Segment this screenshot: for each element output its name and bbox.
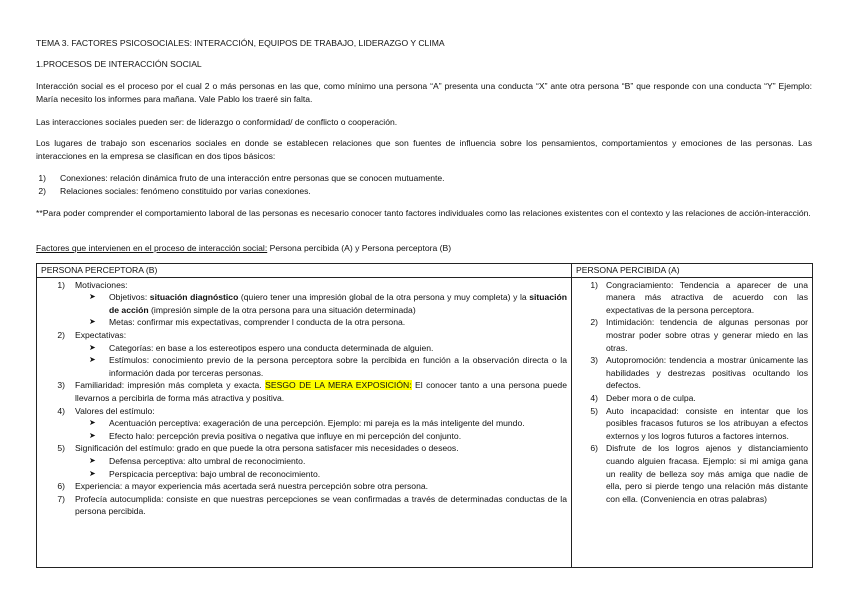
item-number: 4) [57,405,65,416]
sub-item-text: Estímulos: conocimiento previo de la persona perceptora sobre la percibida en función a la observación directa o la información dada por terceras personas. [109,355,567,378]
list-item [36,172,812,185]
item-number: 1) [590,279,598,290]
list-item [41,442,567,455]
arrow-bullet-icon: ➤ [89,355,96,365]
item-number: 3) [57,380,65,391]
item-text: Valores del estímulo: [75,405,155,416]
bold-term: situación de acción [109,292,567,315]
item-text: Auto incapacidad: consiste en intentar que los posibles fracasos futuros se los atribuyan a efectos externos y los logros futuros a factores internos. [606,405,808,441]
list-item [41,379,567,404]
table-header-row [37,264,813,278]
paragraph-definition: Interacción social es el proceso por el cual 2 o más personas en las que, como mínimo una persona “A” presenta una conducta “X” ante otra persona “B” que responde con una conducta “Y” Ejemplo: María necesito los informes para mañana. Vale Pablo los traeré sin falta. [36,81,812,104]
list-item [576,392,808,405]
list-item [41,493,567,518]
item-text: Profecía autocumplida: consiste en que nuestras percepciones se vean confirmadas a través de determinadas conductas de la persona percibida. [75,493,567,517]
sub-item [41,316,567,329]
item-text: Autopromoción: tendencia a mostrar únicamente las habilidades y destrezas positivas ocultando los defectos. [606,355,808,391]
section-heading: 1.PROCESOS DE INTERACCIÓN SOCIAL [36,59,202,69]
header-persona-perceptora: PERSONA PERCEPTORA (B) [37,264,572,278]
item-text: Expectativas: [75,329,127,340]
sub-item [41,455,567,468]
text-run: (quiero tener una impresión global de la otra persona y muy completa) y la [238,292,530,303]
item-number: 3) [590,355,598,366]
sub-item [41,430,567,443]
item-number: 7) [57,493,65,504]
item-text: Significación del estímulo: grado en que puede la otra persona satisfacer mis necesidades o deseos. [75,443,459,454]
list-item [36,185,812,198]
text-run: Objetivos: [109,292,150,303]
list-number: 1) [38,173,46,183]
sub-item-text: Categorías: en base a los estereotipos espero una conducta determinada de alguien. [109,342,434,353]
arrow-bullet-icon: ➤ [89,430,96,440]
list-item [576,354,808,392]
bold-term: situación diagnóstico [149,292,239,303]
list-item [41,329,567,342]
item-text: Intimidación: tendencia de algunas personas por mostrar poder sobre otras y generar miedo en las otras. [606,317,808,353]
item-number: 6) [590,443,598,454]
item-number: 1) [57,279,65,290]
list-item [41,405,567,418]
text-run: (impresión simple de la otra persona para una situación determinada) [148,304,416,315]
item-number: 2) [590,317,598,328]
text-run: El conocer tanto a una persona puede llevarnos a percibirla de forma más atractiva y positiva. [75,380,567,403]
factors-text: Persona percibida (A) y Persona perceptora (B) [267,243,452,253]
sub-item-text: Metas: confirmar mis expectativas, comprender l conducta de la otra persona. [109,317,406,328]
item-text: Motivaciones: [75,279,128,290]
list-text: Relaciones sociales: fenómeno constituido por varias conexiones. [60,185,311,196]
paragraph-note: **Para poder comprender el comportamiento laboral de las personas es necesario conocer tanto factores individuales como las relaciones existentes con el contexto y las relaciones de acción-interacción. [36,208,811,218]
header-persona-percibida: PERSONA PERCIBIDA (A) [572,264,813,278]
arrow-bullet-icon: ➤ [89,342,96,352]
item-text [75,379,567,404]
factors-line [36,242,812,255]
list-item [576,442,808,505]
list-number: 2) [38,185,46,196]
sub-item [41,291,567,316]
item-number: 5) [57,443,65,454]
document-title: TEMA 3. FACTORES PSICOSOCIALES: INTERACCIÓN, EQUIPOS DE TRABAJO, LIDERAZGO Y CLIMA [36,38,445,48]
item-number: 4) [590,392,598,403]
item-text: Congraciamiento: Tendencia a aparecer de una manera más atractiva de acuerdo con las expectativas de la persona perceptora. [606,279,808,315]
arrow-bullet-icon: ➤ [89,292,96,302]
interaction-types-list [36,172,812,197]
arrow-bullet-icon: ➤ [89,418,96,428]
arrow-bullet-icon: ➤ [89,455,96,465]
sub-item [41,342,567,355]
sub-item-text: Defensa perceptiva: alto umbral de reconocimiento. [109,455,306,466]
list-item [576,405,808,443]
perceptora-cell [37,277,572,567]
sub-item [41,354,567,379]
arrow-bullet-icon: ➤ [89,468,96,478]
sub-item-text: Perspicacia perceptiva: bajo umbral de reconocimiento. [109,468,321,479]
list-item [41,480,567,493]
list-item [576,316,808,354]
sub-item-text: Efecto halo: percepción previa positiva o negativa que influye en mi percepción del conjunto. [109,430,462,441]
list-item [41,279,567,292]
percibida-cell [572,277,813,567]
sub-item-text [109,291,567,316]
sub-item [41,417,567,430]
sub-item [41,468,567,481]
factors-table [36,263,813,568]
text-run: Familiaridad: impresión más completa y exacta. [75,380,266,391]
item-text: Disfrute de los logros ajenos y distanciamiento cuando alguien fracasa. Ejemplo: si mi amiga gana un reality de belleza soy más amiga que nadie de ella, pero si pierde tengo una relación más distante con ella. (Conveniencia en otras palabras) [606,443,808,504]
arrow-bullet-icon: ➤ [89,317,96,327]
item-number: 2) [57,329,65,340]
item-text: Deber mora o de culpa. [606,392,696,403]
item-number: 6) [57,481,65,492]
highlighted-term: SESGO DE LA MERA EXPOSICIÓN: [265,380,412,391]
table-body-row [37,277,813,567]
item-number: 5) [590,405,598,416]
list-text: Conexiones: relación dinámica fruto de una interacción entre personas que se conocen mutuamente. [60,173,445,183]
factors-heading: Factores que intervienen en el proceso de interacción social: [36,243,268,253]
list-item [576,279,808,317]
sub-item-text: Acentuación perceptiva: exageración de una percepción. Ejemplo: mi pareja es la más inteligente del mundo. [109,418,525,429]
paragraph-workplace: Los lugares de trabajo son escenarios sociales en donde se establecen relaciones que son fuentes de influencia sobre los pensamientos, comportamientos y emociones de las personas. Las interacciones en la empresa se clasifican en dos tipos básicos: [36,138,812,161]
item-text: Experiencia: a mayor experiencia más acertada será nuestra percepción sobre otra persona. [75,481,429,492]
paragraph-interaction-kinds: Las interacciones sociales pueden ser: de liderazgo o conformidad/ de conflicto o cooperación. [36,117,398,127]
